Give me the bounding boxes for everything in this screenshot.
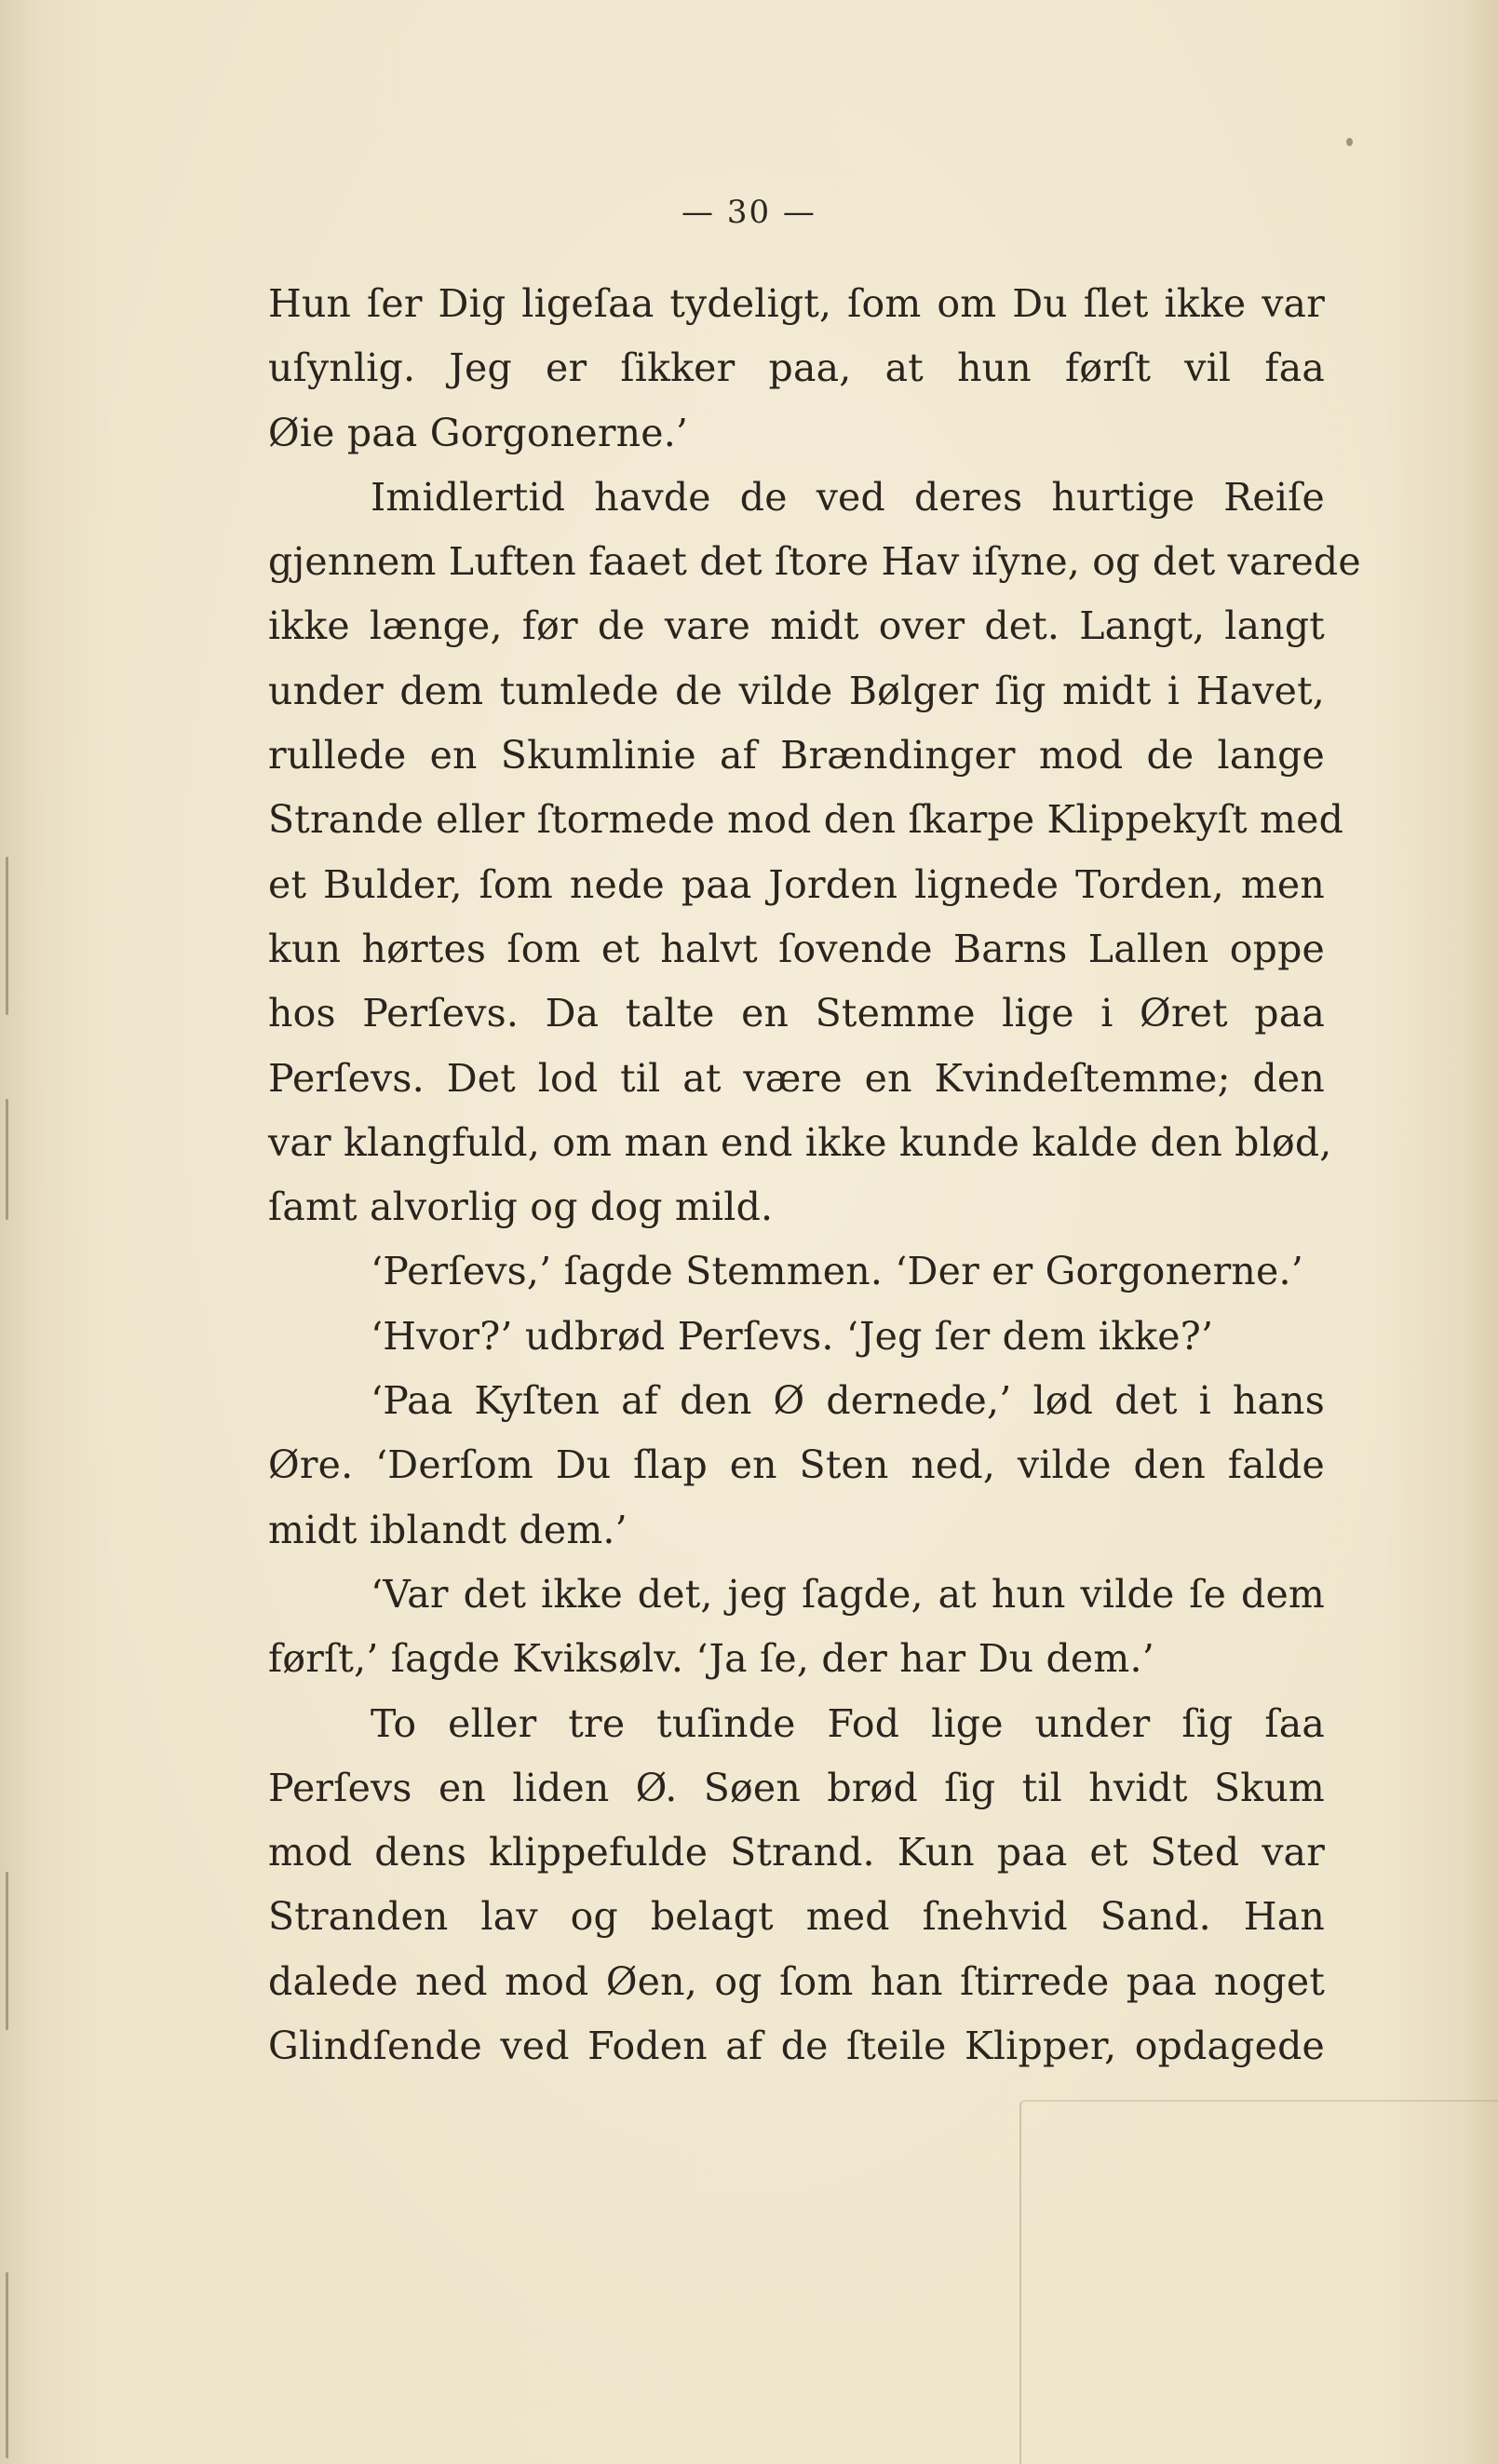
text-line: var klangfuld, om man end ikke kunde kalde den blød, bbox=[268, 1119, 1332, 1165]
text-line: ‘Var det ikke det, jeg ſagde, at hun vilde ſe dem bbox=[371, 1571, 1325, 1617]
text-line: ‘Paa Kyſten af den Ø dernede,’ lød det i hans bbox=[371, 1378, 1325, 1424]
text-line: Strande eller ſtormede mod den ſkarpe Klippekyſt med bbox=[268, 797, 1344, 843]
text-line: Øre. ‘Derſom Du ſlap en Sten ned, vilde den falde bbox=[268, 1442, 1325, 1488]
text-line: rullede en Skumlinie af Brændinger mod de lange bbox=[268, 733, 1325, 778]
text-line: dalede ned mod Øen, og ſom han ſtirrede paa noget bbox=[268, 1958, 1325, 2004]
ink-speck bbox=[1346, 138, 1353, 146]
text-line: ‘Hvor?’ udbrød Perſevs. ‘Jeg ſer dem ikke?’ bbox=[371, 1313, 1214, 1359]
text-line: ‘Perſevs,’ ſagde Stemmen. ‘Der er Gorgonerne.’ bbox=[371, 1249, 1303, 1294]
paper-fold-mark bbox=[1019, 2100, 1498, 2464]
page-edge-mark bbox=[6, 1872, 8, 2030]
text-line: et Bulder, ſom nede paa Jorden lignede Torden, men bbox=[268, 861, 1325, 907]
text-line: Glindſende ved Foden af de ſteile Klipper, opdagede bbox=[268, 2024, 1325, 2069]
body-text bbox=[268, 272, 1361, 2078]
text-line: gjennem Luften faaet det ſtore Hav iſyne, og det varede bbox=[268, 539, 1361, 585]
text-line: under dem tumlede de vilde Bølger ſig midt i Havet, bbox=[268, 668, 1325, 713]
text-line: ſamt alvorlig og dog mild. bbox=[268, 1185, 774, 1230]
text-line: Hun ſer Dig ligeſaa tydeligt, ſom om Du ſlet ikke var bbox=[268, 281, 1325, 326]
text-line: Perſevs. Det lod til at være en Kvindeſtemme; den bbox=[268, 1055, 1325, 1101]
text-line: Stranden lav og belagt med ſnehvid Sand. Han bbox=[268, 1894, 1325, 1940]
text-line: Perſevs en liden Ø. Søen brød ſig til hvidt Skum bbox=[268, 1765, 1325, 1810]
text-line: To eller tre tuſinde Fod lige under ſig ſaa bbox=[371, 1700, 1325, 1746]
text-line: mod dens klippefulde Strand. Kun paa et Sted var bbox=[268, 1830, 1325, 1875]
text-line: ikke længe, før de vare midt over det. Langt, langt bbox=[268, 603, 1325, 649]
text-line: førſt,’ ſagde Kviksølv. ‘Ja ſe, der har Du dem.’ bbox=[268, 1636, 1154, 1682]
text-line: uſynlig. Jeg er ſikker paa, at hun førſt vil faa bbox=[268, 345, 1325, 391]
text-line: kun hørtes ſom et halvt ſovende Barns Lallen oppe bbox=[268, 926, 1325, 971]
page-number: — 30 — bbox=[682, 194, 816, 231]
page-edge-mark bbox=[6, 1099, 8, 1220]
page-edge-mark bbox=[6, 2272, 8, 2458]
text-line: Imidlertid havde de ved deres hurtige Reiſe bbox=[371, 474, 1325, 520]
text-line: midt iblandt dem.’ bbox=[268, 1507, 628, 1552]
text-line: hos Perſevs. Da talte en Stemme lige i Øret paa bbox=[268, 991, 1325, 1036]
text-line: Øie paa Gorgonerne.’ bbox=[268, 410, 689, 455]
page-edge-mark bbox=[6, 857, 8, 1015]
